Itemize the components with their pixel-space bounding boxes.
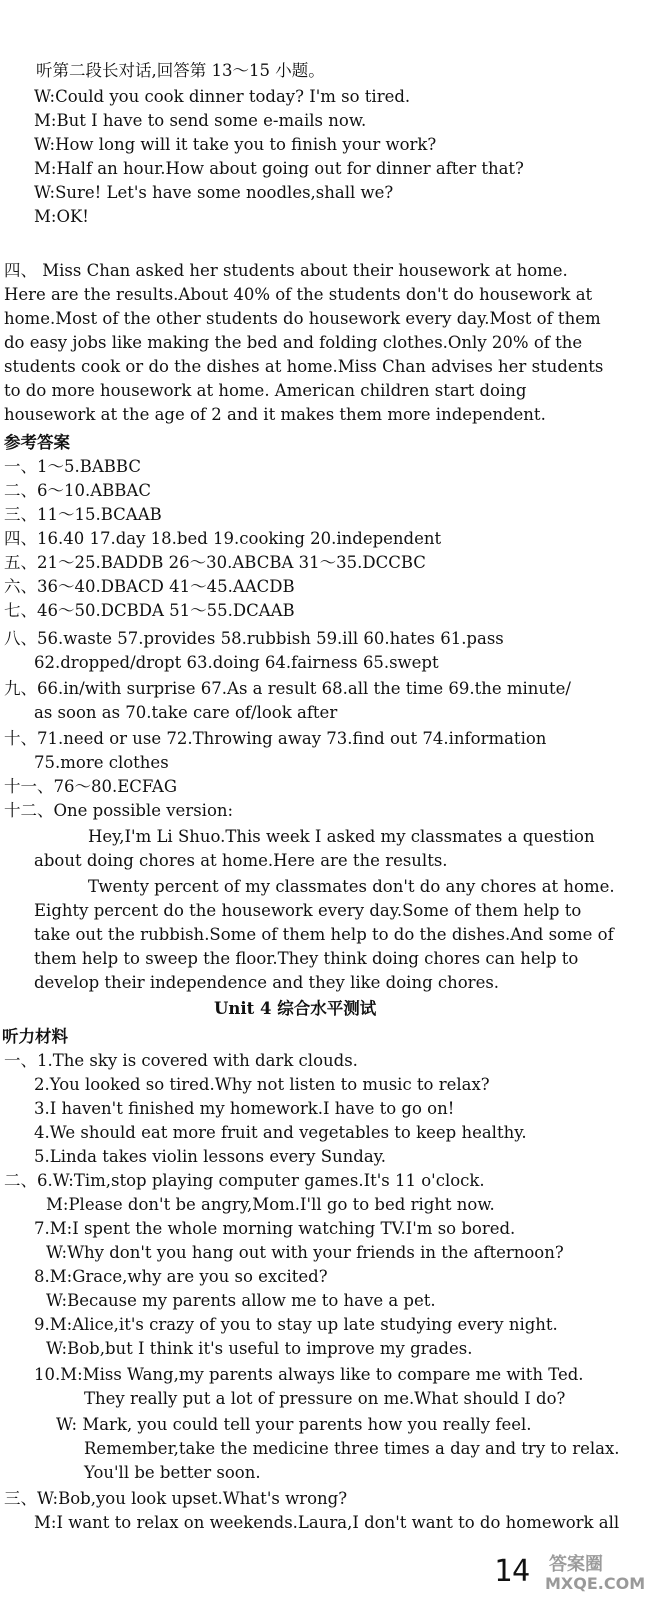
watermark-logo (545, 1550, 645, 1596)
passage-line: to do more housework at home. American children start doing (4, 381, 527, 400)
listening-line: They really put a lot of pressure on me.What should I do? (84, 1389, 566, 1408)
passage-line: do easy jobs like making the bed and folding clothes.Only 20% of the (4, 333, 583, 352)
watermark-domain: MXQE.COM (545, 1574, 646, 1593)
essay-line: take out the rubbish.Some of them help to do the dishes.And some of (34, 925, 614, 944)
listening-line: M:Please don't be angry,Mom.I'll go to bed right now. (46, 1195, 495, 1214)
essay-line: Eighty percent do the housework every day.Some of them help to (34, 901, 582, 920)
dialogue-line: W:Sure! Let's have some noodles,shall we? (34, 183, 394, 202)
listening-line: 二、6.W:Tim,stop playing computer games.It's 11 o'clock. (4, 1171, 485, 1190)
answer-line: 四、16.40 17.day 18.bed 19.cooking 20.independent (4, 529, 442, 548)
watermark-text: 答案圈 (549, 1554, 603, 1575)
answer-line: 六、36～40.DBACD 41～45.AACDB (4, 577, 295, 596)
essay-line: Hey,I'm Li Shuo.This week I asked my classmates a question (88, 827, 595, 846)
listening-line: W: Mark, you could tell your parents how you really feel. (56, 1415, 532, 1434)
listening-line: M:I want to relax on weekends.Laura,I don't want to do homework all (34, 1513, 620, 1532)
listening-line: 一、1.The sky is covered with dark clouds. (4, 1051, 358, 1070)
listening-line: 三、W:Bob,you look upset.What's wrong? (4, 1489, 348, 1508)
listening-line: Remember,take the medicine three times a day and try to relax. (84, 1439, 620, 1458)
page-number: 14 (494, 1554, 531, 1589)
answer-line: 五、21～25.BADDB 26～30.ABCBA 31～35.DCCBC (4, 553, 426, 572)
listening-line: 7.M:I spent the whole morning watching TV.I'm so bored. (34, 1219, 516, 1238)
answer-line: 62.dropped/dropt 63.doing 64.fairness 65.swept (34, 653, 439, 672)
listening-line: You'll be better soon. (84, 1463, 261, 1482)
essay-line: them help to sweep the floor.They think doing chores can help to (34, 949, 579, 968)
listening-line: 3.I haven't finished my homework.I have to go on! (34, 1099, 455, 1118)
answer-key-heading: 参考答案 (4, 433, 70, 452)
answer-line: 三、11～15.BCAAB (4, 505, 162, 524)
passage-line: 四、 Miss Chan asked her students about their housework at home. (4, 261, 568, 280)
answer-line: 十二、One possible version: (4, 801, 234, 820)
listening-line: W:Why don't you hang out with your friends in the afternoon? (46, 1243, 564, 1262)
answer-line: 十一、76～80.ECFAG (4, 777, 178, 796)
listening-line: 2.You looked so tired.Why not listen to music to relax? (34, 1075, 490, 1094)
answer-line: 十、71.need or use 72.Throwing away 73.find out 74.information (4, 729, 547, 748)
answer-line: 八、56.waste 57.provides 58.rubbish 59.ill 60.hates 61.pass (4, 629, 504, 648)
passage-line: students cook or do the dishes at home.Miss Chan advises her students (4, 357, 604, 376)
essay-line: about doing chores at home.Here are the results. (34, 851, 448, 870)
listening-heading: 听力材料 (2, 1027, 68, 1046)
listening-line: W:Because my parents allow me to have a pet. (46, 1291, 436, 1310)
listening-instruction: 听第二段长对话,回答第 13～15 小题。 (36, 61, 325, 80)
dialogue-line: W:Could you cook dinner today? I'm so tired. (34, 87, 411, 106)
answer-line: 九、66.in/with surprise 67.As a result 68.all the time 69.the minute/ (4, 679, 571, 698)
listening-line: W:Bob,but I think it's useful to improve my grades. (46, 1339, 473, 1358)
dialogue-line: M:Half an hour.How about going out for dinner after that? (34, 159, 524, 178)
listening-line: 9.M:Alice,it's crazy of you to stay up late studying every night. (34, 1315, 558, 1334)
passage-line: home.Most of the other students do housework every day.Most of them (4, 309, 601, 328)
passage-line: housework at the age of 2 and it makes them more independent. (4, 405, 546, 424)
answer-line: 75.more clothes (34, 753, 169, 772)
unit-title: Unit 4 综合水平测试 (214, 999, 377, 1018)
dialogue-line: M:But I have to send some e-mails now. (34, 111, 367, 130)
essay-line: develop their independence and they like doing chores. (34, 973, 500, 992)
dialogue-line: W:How long will it take you to finish your work? (34, 135, 437, 154)
listening-line: 5.Linda takes violin lessons every Sunday. (34, 1147, 387, 1166)
answer-line: as soon as 70.take care of/look after (34, 703, 338, 722)
listening-line: 8.M:Grace,why are you so excited? (34, 1267, 328, 1286)
listening-line: 10.M:Miss Wang,my parents always like to compare me with Ted. (34, 1365, 584, 1384)
answer-line: 二、6～10.ABBAC (4, 481, 151, 500)
listening-line: 4.We should eat more fruit and vegetables to keep healthy. (34, 1123, 527, 1142)
passage-line: Here are the results.About 40% of the students don't do housework at (4, 285, 593, 304)
essay-line: Twenty percent of my classmates don't do any chores at home. (88, 877, 615, 896)
answer-line: 一、1～5.BABBC (4, 457, 141, 476)
dialogue-line: M:OK! (34, 207, 89, 226)
answer-line: 七、46～50.DCBDA 51～55.DCAAB (4, 601, 295, 620)
